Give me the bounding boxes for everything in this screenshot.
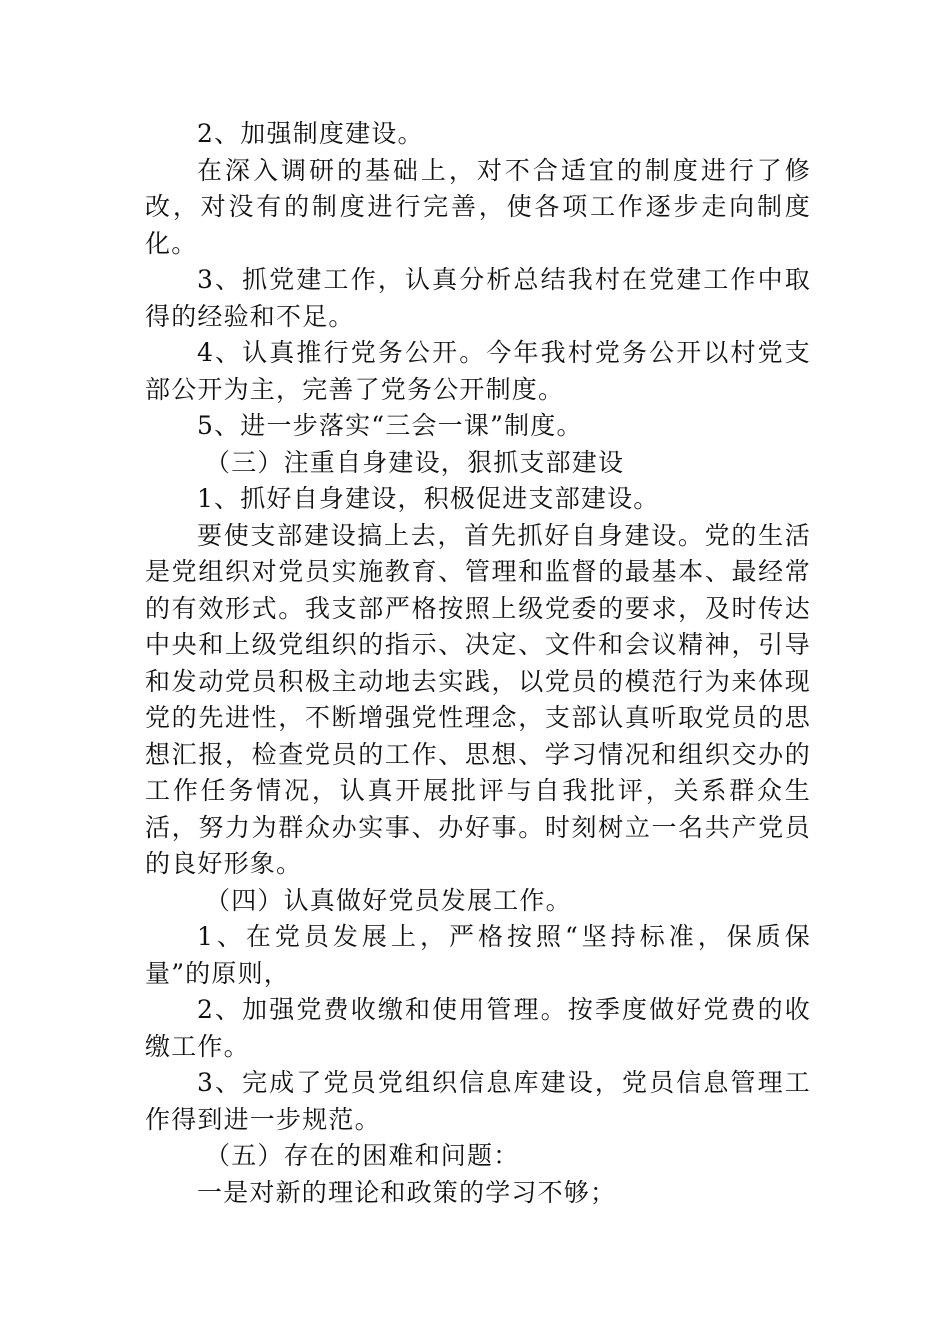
- section-heading-4: （四）认真做好党员发展工作。: [205, 885, 572, 915]
- document-body: [145, 116, 811, 1211]
- paragraph-item-1-self-building: 1、抓好自身建设，积极促进支部建设。: [197, 484, 660, 513]
- paragraph-item-1-member-development: 1、在党员发展上，严格按照“坚持标准，保质保量”的原则，: [145, 922, 811, 988]
- paragraph-item-5-three-meetings: 5、进一步落实“三会一课”制度。: [197, 411, 583, 440]
- paragraph-branch-building-detail: 要使支部建设搞上去，首先抓好自身建设。党的生活是党组织对党员实施教育、管理和监督的最基本、最经常的有效形式。我支部严格按照上级党委的要求，及时传达中央和上级党组织的指示、决定、文件和会议精神，引导和发动党员积极主动地去实践，以党员的模范行为来体现党的先进性，不断增强党性理念，支部认真听取党员的思想汇报，检查党员的工作、思想、学习情况和组织交办的工作任务情况，认真开展批评与自我批评，关系群众生活，努力为群众办实事、办好事。时刻树立一名共产党员的良好形象。: [145, 520, 811, 878]
- paragraph-item-4-party-affairs-disclosure: 4、认真推行党务公开。今年我村党务公开以村党支部公开为主，完善了党务公开制度。: [145, 338, 811, 404]
- paragraph-system-improvement: 在深入调研的基础上，对不合适宜的制度进行了修改，对没有的制度进行完善，使各项工作逐步走向制度化。: [145, 155, 811, 258]
- paragraph-problem-1: 一是对新的理论和政策的学习不够；: [197, 1177, 617, 1207]
- section-heading-3: （三）注重自身建设，狠抓支部建设: [205, 447, 625, 477]
- section-heading-5: （五）存在的困难和问题：: [205, 1141, 520, 1170]
- paragraph-item-3-info-database: 3、完成了党员党组织信息库建设，党员信息管理工作得到进一步规范。: [145, 1068, 811, 1134]
- paragraph-item-2-system-building: 2、加强制度建设。: [197, 119, 424, 148]
- paragraph-item-3-party-building: 3、抓党建工作，认真分析总结我村在党建工作中取得的经验和不足。: [145, 265, 811, 331]
- paragraph-item-2-party-dues: 2、加强党费收缴和使用管理。按季度做好党费的收缴工作。: [145, 995, 811, 1061]
